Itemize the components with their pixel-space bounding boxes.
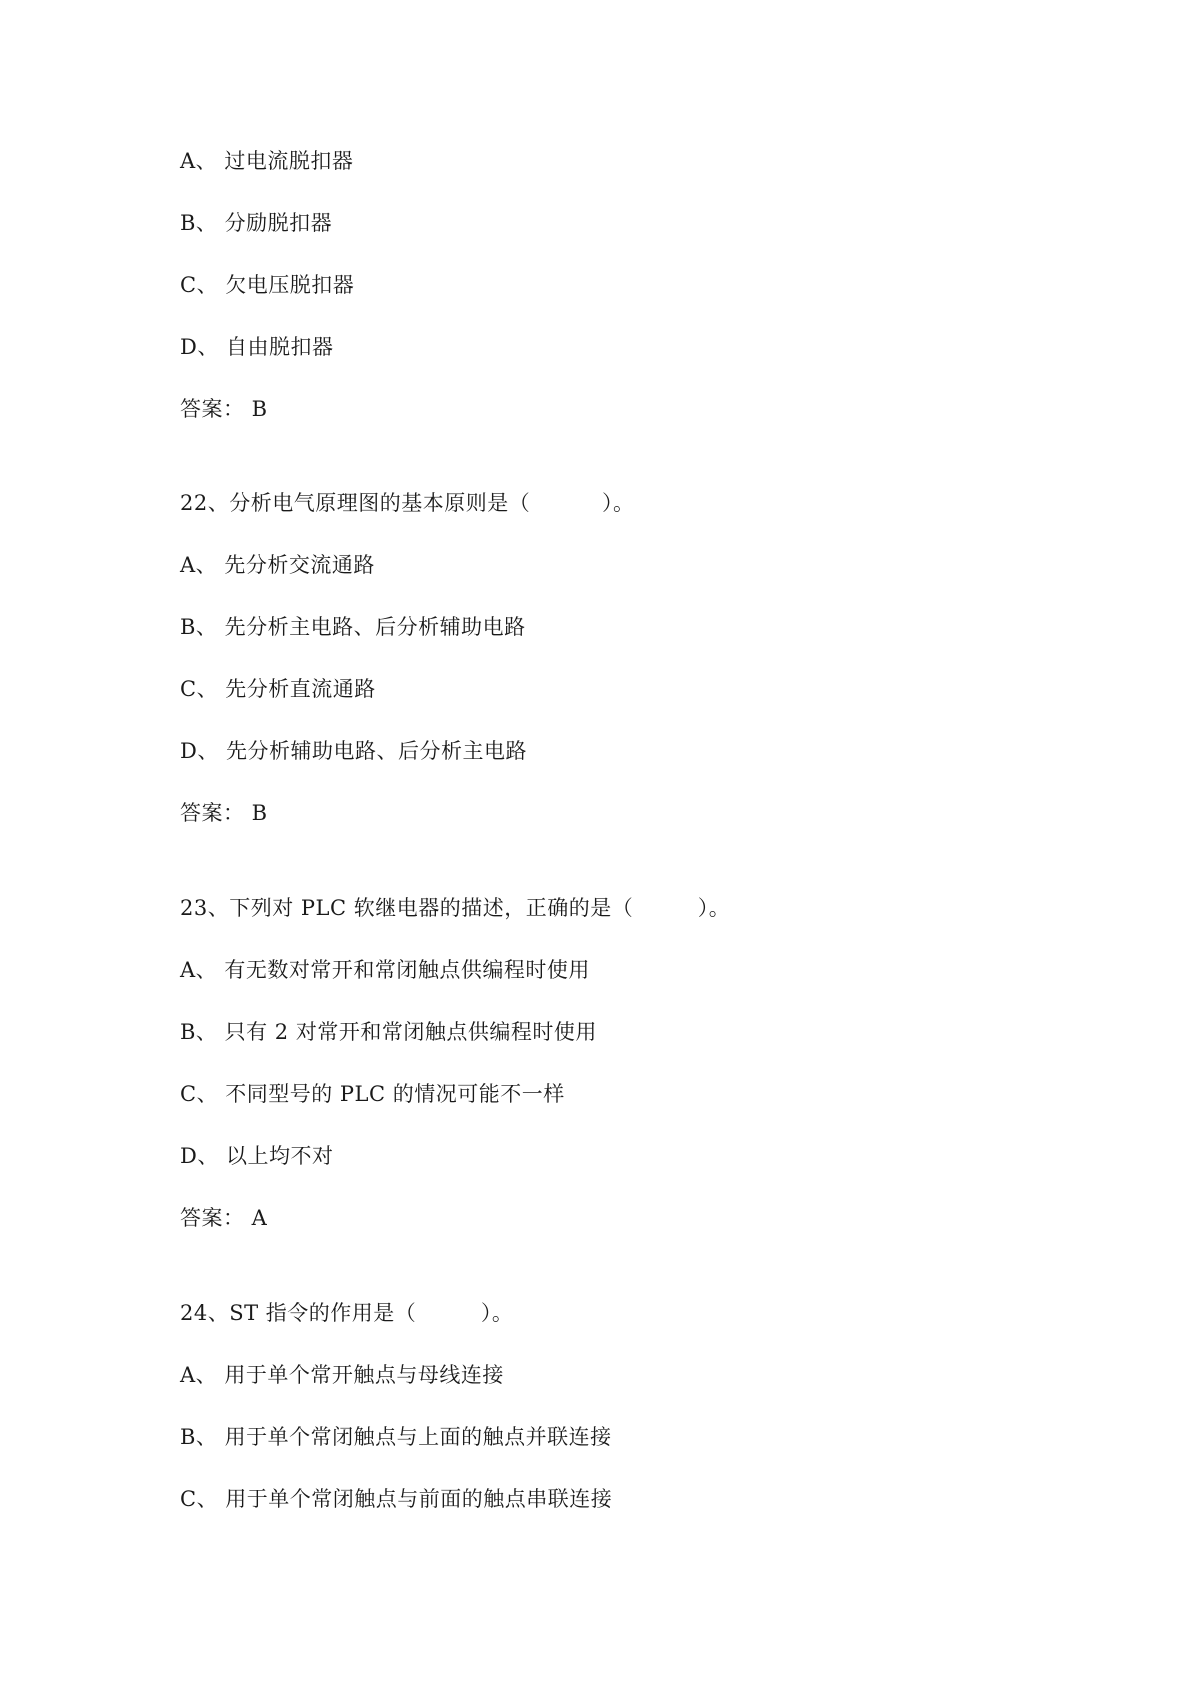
q22-option-a: A、 先分析交流通路 <box>180 553 375 577</box>
q23-option-b: B、 只有 2 对常开和常闭触点供编程时使用 <box>180 1020 597 1044</box>
q24-option-c: C、 用于单个常闭触点与前面的触点串联连接 <box>180 1487 613 1511</box>
q21-answer: 答案： B <box>180 397 268 421</box>
q24-question: 24、ST 指令的作用是（ ）。 <box>180 1301 514 1325</box>
q23-option-d: D、 以上均不对 <box>180 1144 334 1168</box>
q24-option-a: A、 用于单个常开触点与母线连接 <box>180 1363 504 1387</box>
q22-option-b: B、 先分析主电路、后分析辅助电路 <box>180 615 526 639</box>
q23-option-c: C、 不同型号的 PLC 的情况可能不一样 <box>180 1082 565 1106</box>
q23-question: 23、下列对 PLC 软继电器的描述，正确的是（ ）。 <box>180 896 731 920</box>
q23-option-a: A、 有无数对常开和常闭触点供编程时使用 <box>180 958 590 982</box>
q21-option-c: C、 欠电压脱扣器 <box>180 273 355 297</box>
q21-option-a: A、 过电流脱扣器 <box>180 149 354 173</box>
q22-option-c: C、 先分析直流通路 <box>180 677 376 701</box>
q23-answer: 答案： A <box>180 1206 268 1230</box>
q24-option-b: B、 用于单个常闭触点与上面的触点并联连接 <box>180 1425 612 1449</box>
q22-option-d: D、 先分析辅助电路、后分析主电路 <box>180 739 528 763</box>
q22-question: 22、分析电气原理图的基本原则是（ ）。 <box>180 491 635 515</box>
q21-option-d: D、 自由脱扣器 <box>180 335 334 359</box>
q22-answer: 答案： B <box>180 801 268 825</box>
q21-option-b: B、 分励脱扣器 <box>180 211 333 235</box>
